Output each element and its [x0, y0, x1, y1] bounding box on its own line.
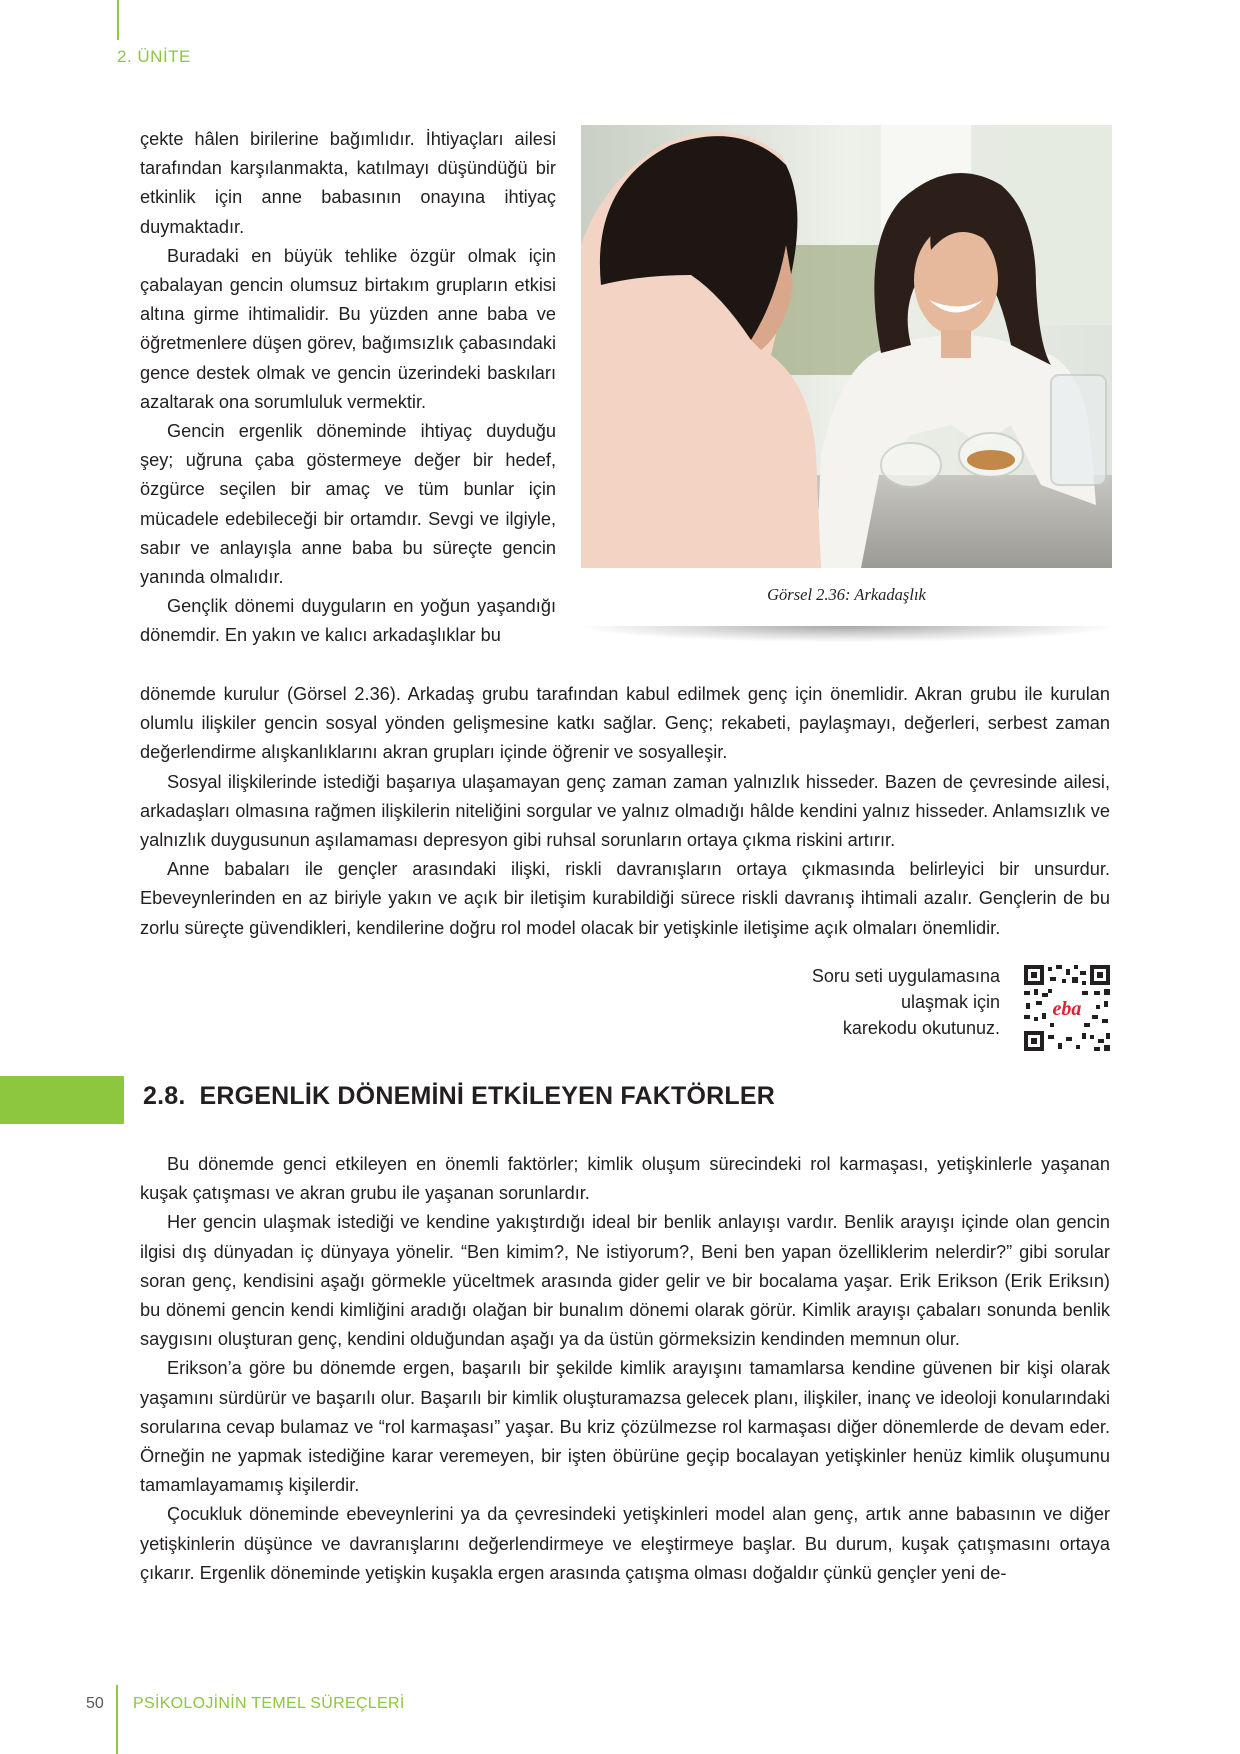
eba-logo-text: eba [1052, 998, 1082, 1020]
paragraph: Gençlik dönemi duyguların en yoğun yaşandığı dönemdir. En yakın ve kalıcı arkadaşlıklar bu [140, 596, 556, 646]
qr-instruction-line: karekodu okutunuz. [842, 1018, 1000, 1038]
paragraph: Anne babaları ile gençler arasındaki ilişki, riskli davranışların ortaya çıkmasında belirleyici bir unsurdur. Ebeveynlerinden en az biriyle yakın ve açık bir iletişim kurabildiği sürece riskli davranış ihtimali azalır. Gençlerin de bu zorlu süreçte güvendikleri, kendilerine doğru rol model olacak bir yetişkinle iletişime açık olmaları önemlidir. [140, 859, 1110, 938]
section-title-text: ERGENLİK DÖNEMİNİ ETKİLEYEN FAKTÖRLER [199, 1082, 775, 1110]
photo-illustration [581, 125, 1112, 568]
paragraph: Buradaki en büyük tehlike özgür olmak için çabalayan gencin olumsuz birtakım grupların etkisi altına girme ihtimalidir. Bu yüzden anne baba ve öğretmenlere düşen görev, bağımsızlık çabasındaki gence destek olmak ve gencin üzerindeki baskıları azaltarak ona sorumluluk vermektir. [140, 245, 556, 412]
paragraph: Sosyal ilişkilerinde istediği başarıya ulaşamayan genç zaman zaman yalnızlık hisseder. Bazen de çevresinde ailesi, arkadaşları olmasına rağmen ilişkilerin niteliğini sorgular ve yalnız olmadığı hâlde kendini yalnız hisseder. Anlamsızlık ve yalnızlık duygusunun aşılamaması depresyon gibi ruhsal sorunların ortaya çıkma riskini artırır. [140, 771, 1110, 851]
paragraph: Bu dönemde genci etkileyen en önemli faktörler; kimlik oluşum sürecindeki rol karmaşası, yetişkinlerle yaşanan kuşak çatışması ve akran grubu ile yaşanan sorunlardır. [140, 1154, 1110, 1204]
unit-label: 2. ÜNİTE [117, 47, 191, 66]
section-body [140, 1150, 1110, 1588]
full-width-text [140, 680, 1110, 943]
figure-caption: Görsel 2.36: Arkadaşlık [767, 585, 926, 604]
qr-instructions [760, 963, 1000, 1041]
paragraph: Gencin ergenlik döneminde ihtiyaç duyduğu şey; uğruna çaba göstermeye değer bir hedef, özgürce seçilen bir amaç ve tüm bunlar için mücadele edebileceği bir ortamdır. Sevgi ve ilgiyle, sabır ve anlayışla anne baba bu süreçte gencin yanında olmalıdır. [140, 421, 556, 588]
qr-instruction-line: Soru seti uygulamasına [811, 966, 1000, 986]
header-rule [117, 0, 119, 40]
friendship-photo [581, 125, 1112, 568]
caption-shadow [581, 626, 1112, 642]
page-number: 50 [86, 1695, 104, 1712]
qr-instruction-line: ulaşmak için [900, 992, 1000, 1012]
paragraph: dönemde kurulur (Görsel 2.36). Arkadaş grubu tarafından kabul edilmek genç için önemlidir. Akran grubu ile kurulan olumlu ilişkiler gencin sosyal yönden gelişmesine katkı sağlar. Genç; rekabeti, paylaşmayı, değerleri, serbest zaman değerlendirme alışkanlıklarını akran grupları içinde öğrenir ve sosyalleşir. [140, 684, 1110, 763]
section-heading [143, 1082, 775, 1111]
paragraph: Her gencin ulaşmak istediği ve kendine yakıştırdığı ideal bir benlik anlayışı vardır. Benlik arayışı içinde olan gencin ilgisi dış dünyadan iç dünyaya yönelir. “Ben kimim?, Ne istiyorum?, Beni ben yapan özelliklerim nelerdir?” gibi sorular soran genç, kendisini aşağı görmekle yüceltmek arasında gider gelir ve bir bocalama yaşar. Erik Erikson (Erik Eriksın) bu dönemi gencin kendi kimliğini aradığı olağan bir bunalım dönemi olarak görür. Kimlik arayışı çabaları sonunda benlik saygısını oluşturan genç, kendini olduğundan aşağı ya da üstün görmeksizin kendinden memnun olur. [140, 1212, 1110, 1350]
footer-rule [116, 1685, 118, 1754]
paragraph: Erikson’a göre bu dönemde ergen, başarılı bir şekilde kimlik arayışını tamamlarsa kendine güvenen bir kişi olarak yaşamını sürdürür ve başarılı olur. Başarılı bir kimlik oluşturamazsa gelecek planı, ilişkiler, inanç ve ideoloji konularındaki sorularına cevap bulamaz ve “rol karmaşası” yaşar. Bu kriz çözülmezse rol karmaşası diğer dönemlerde de devam eder. Örneğin ne yapmak istediğine karar veremeyen, bir işten öbürüne geçip bocalayan yetişkinler henüz kimlik oluşumunu tamamlayamamış kişilerdir. [140, 1358, 1110, 1496]
paragraph: çekte hâlen birilerine bağımlıdır. İhtiyaçları ailesi tarafından karşılanmakta, katılmayı düşündüğü bir etkinlik için anne babasının onayına ihtiyaç duymaktadır. [140, 129, 556, 237]
qr-code-icon[interactable] [1024, 965, 1110, 1051]
book-title: PSİKOLOJİNİN TEMEL SÜREÇLERİ [133, 1695, 405, 1712]
left-column [140, 125, 556, 651]
section-marker [0, 1076, 124, 1124]
section-number: 2.8. [143, 1082, 186, 1110]
paragraph: Çocukluk döneminde ebeveynlerini ya da çevresindeki yetişkinleri model alan genç, artık anne babasının ve diğer yetişkinlerin düşünce ve davranışlarını değerlendirmeye ve eleştirmeye başlar. Bu durum, kuşak çatışmasını ortaya çıkarır. Ergenlik döneminde yetişkin kuşakla ergen arasında çatışma olması doğaldır çünkü gençler yeni de- [140, 1504, 1110, 1583]
